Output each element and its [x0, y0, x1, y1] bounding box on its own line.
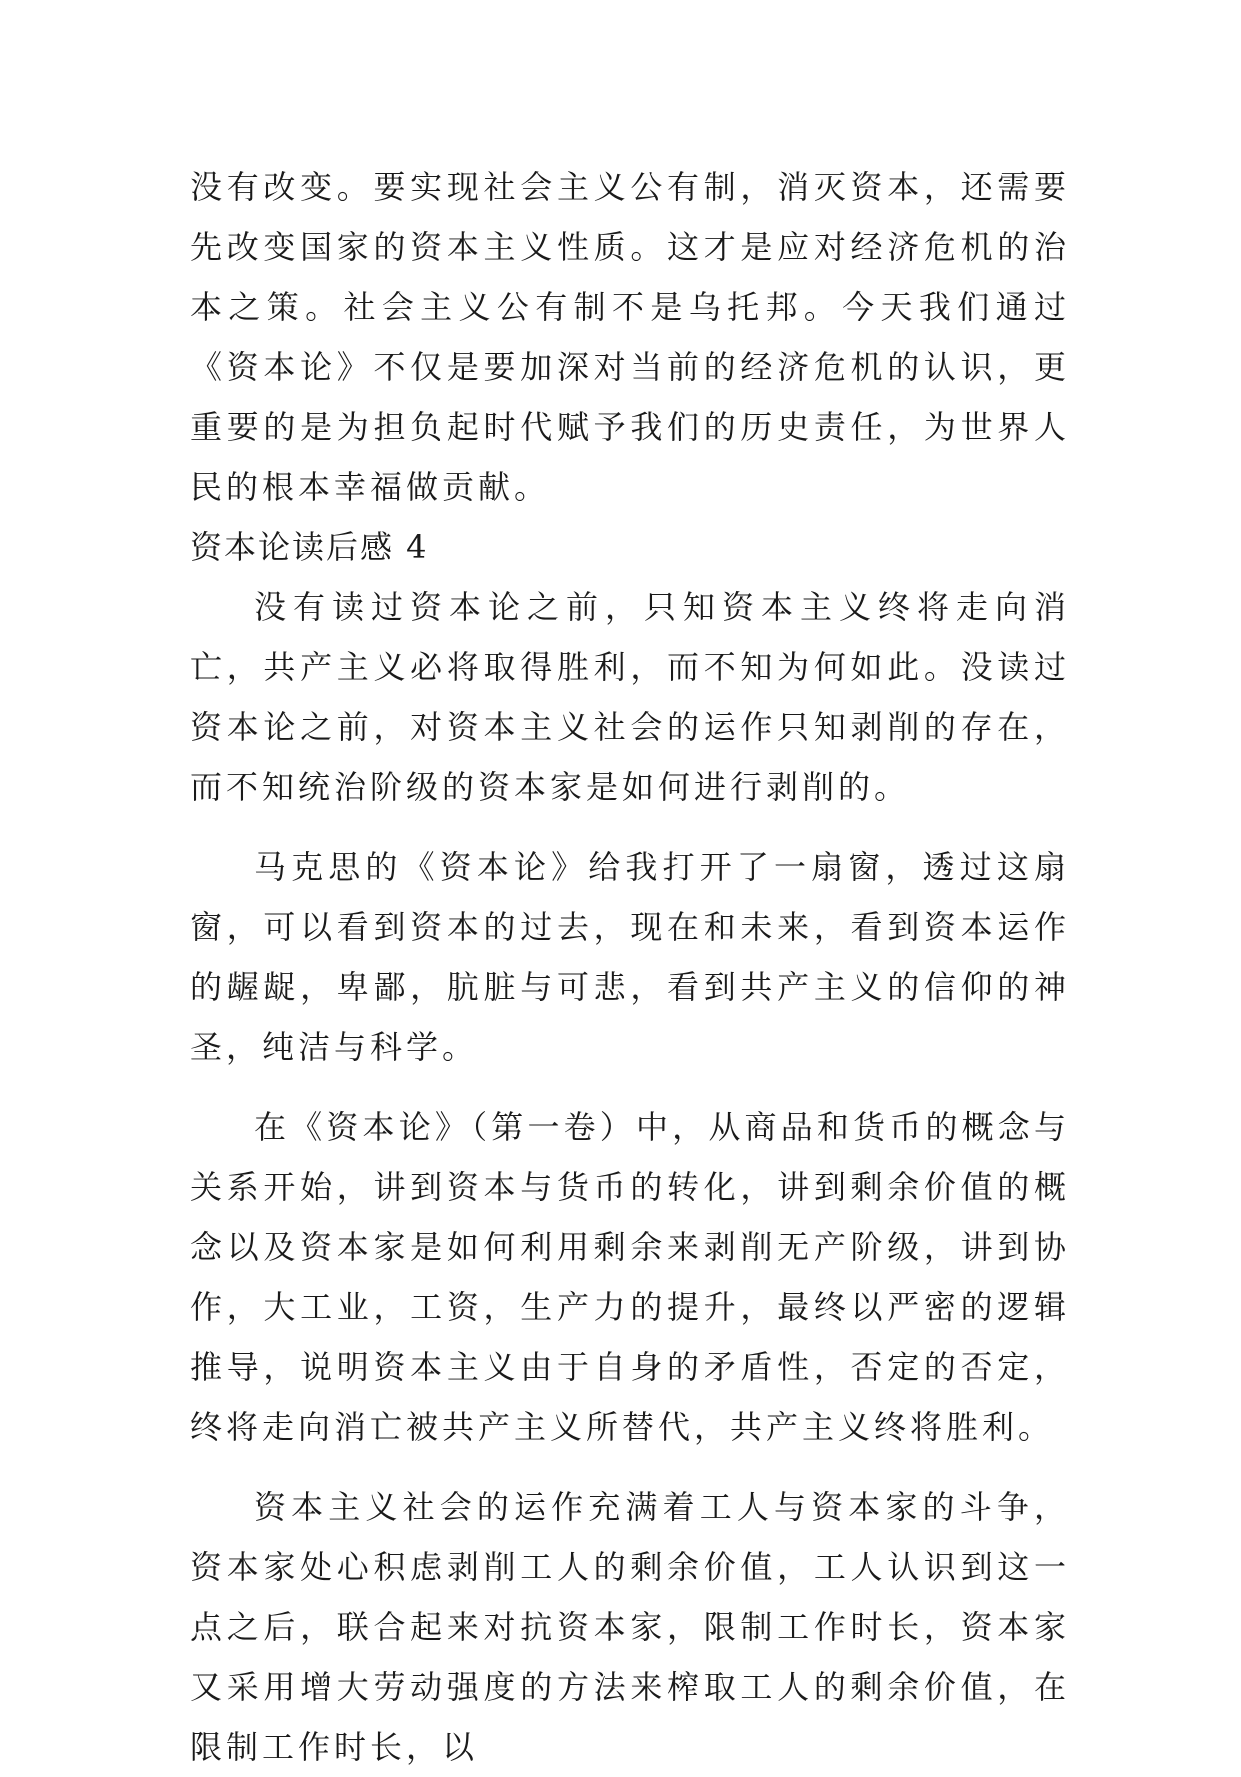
- paragraph-continued: 没有改变。要实现社会主义公有制，消灭资本，还需要先改变国家的资本主义性质。这才是应对经济危机的治本之策。社会主义公有制不是乌托邦。今天我们通过《资本论》不仅是要加深对当前的经济危机的认识，更重要的是为担负起时代赋予我们的历史责任，为世界人民的根本幸福做贡献。: [190, 168, 1070, 506]
- paragraph-1: 没有读过资本论之前，只知资本主义终将走向消亡，共产主义必将取得胜利，而不知为何如此。没读过资本论之前，对资本主义社会的运作只知剥削的存在，而不知统治阶级的资本家是如何进行剥削的。: [190, 588, 1070, 806]
- paragraph-4: 资本主义社会的运作充满着工人与资本家的斗争，资本家处心积虑剥削工人的剩余价值，工人认识到这一点之后，联合起来对抗资本家，限制工作时长，资本家又采用增大劳动强度的方法来榨取工人的剩余价值，在限制工作时长，以: [190, 1488, 1070, 1766]
- paragraph-2: 马克思的《资本论》给我打开了一扇窗，透过这扇窗，可以看到资本的过去，现在和未来，看到资本运作的龌龊，卑鄙，肮脏与可悲，看到共产主义的信仰的神圣，纯洁与科学。: [190, 848, 1070, 1066]
- document-body: [190, 157, 1070, 1777]
- paragraph-3: 在《资本论》（第一卷）中，从商品和货币的概念与关系开始，讲到资本与货币的转化，讲到剩余价值的概念以及资本家是如何利用剩余来剥削无产阶级，讲到协作，大工业，工资，生产力的提升，最终以严密的逻辑推导，说明资本主义由于自身的矛盾性，否定的否定，终将走向消亡被共产主义所替代，共产主义终将胜利。: [190, 1108, 1070, 1446]
- section-title: 资本论读后感 4: [190, 528, 429, 566]
- paragraph-gap: [190, 1457, 1070, 1477]
- paragraph-gap: [190, 817, 1070, 837]
- paragraph-gap: [190, 1077, 1070, 1097]
